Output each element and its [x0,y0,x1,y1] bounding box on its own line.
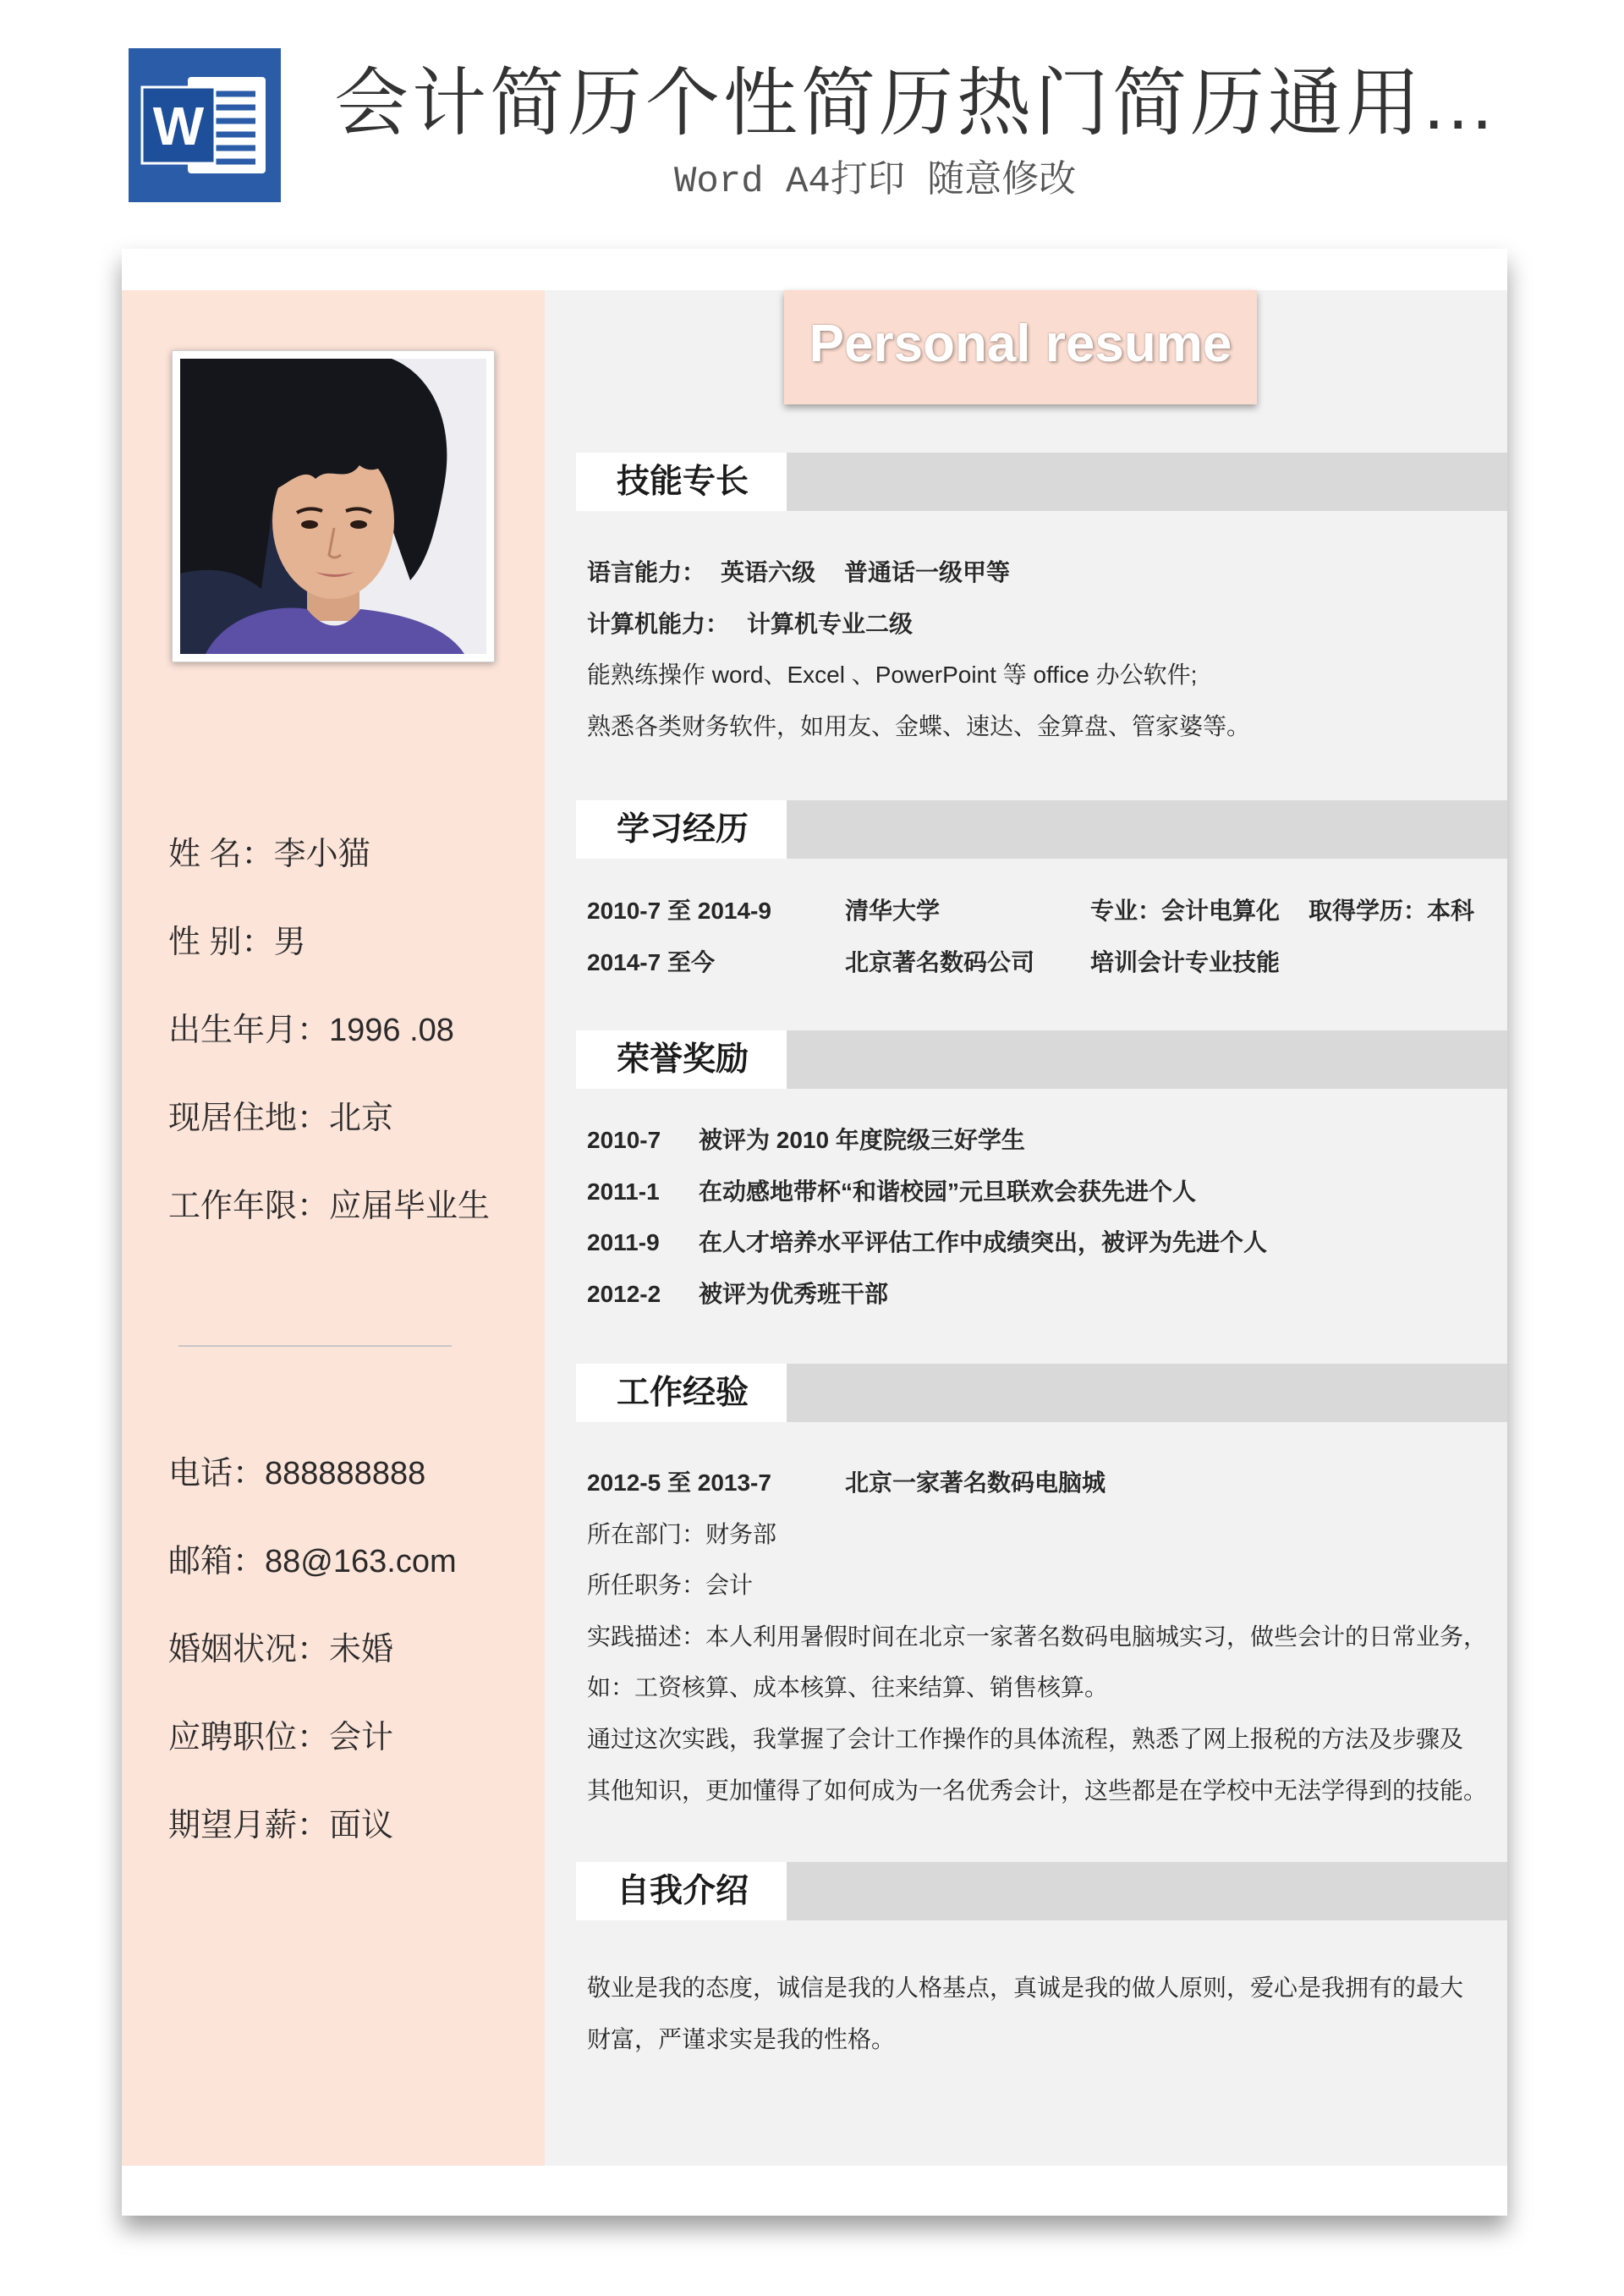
profile-label: 性 别： [168,925,274,960]
profile-label: 工作年限： [168,1189,330,1224]
work-company: 北京一家著名数码电脑城 [845,1469,1106,1496]
section-body-education [587,886,1501,988]
education-school: 北京著名数码公司 [845,948,1035,975]
contact-label: 应聘职位： [168,1720,330,1755]
work-description-line: 实践描述：本人利用暑假时间在北京一家著名数码电脑城实习，做些会计的日常业务， [587,1623,1488,1650]
section-header-skills [576,453,1507,511]
honor-text: 被评为优秀班干部 [699,1280,889,1307]
skill-computer-row [587,599,1501,651]
education-degree: 取得学历：本科 [1309,898,1475,924]
profile-value: 应届毕业生 [329,1189,491,1224]
contact-value: 未婚 [329,1632,394,1667]
section-title: 学习经历 [576,800,787,859]
contact-label: 电话： [168,1456,266,1491]
work-description-line: 如：工资核算、成本核算、往来结算、销售核算。 [587,1674,1109,1701]
profile-value: 李小猫 [273,837,370,872]
honor-date: 2010-7 [587,1127,661,1153]
profile-label: 现居住地： [168,1101,330,1136]
contact-value: 面议 [329,1808,394,1843]
section-title: 自我介绍 [576,1862,787,1920]
photo-frame [172,350,495,662]
section-title: 荣誉奖励 [576,1030,787,1089]
skill-value: 计算机专业二级 [747,610,914,637]
education-major: 培训会计专业技能 [1090,948,1281,975]
skill-label: 计算机能力： [587,610,730,637]
profile-value: 1996 .08 [329,1013,454,1048]
skill-label: 语言能力： [587,559,706,585]
contact-row-position [168,1694,457,1782]
section-body-honors [587,1115,1501,1320]
resume-banner: Personal resume [784,290,1257,404]
honor-date: 2011-9 [587,1229,660,1256]
resume-page [122,249,1507,2216]
contact-row-email [168,1518,457,1606]
contact-label: 期望月薪： [168,1808,330,1843]
section-bar [787,453,1507,511]
section-header-education [576,800,1507,859]
profile-photo [180,359,486,654]
contact-value: 会计 [329,1720,394,1755]
section-body-skills [587,547,1501,752]
profile-value: 男 [273,925,306,960]
section-header-work [576,1364,1507,1422]
profile-row-experience-years [168,1162,490,1250]
profile-label: 出生年月： [168,1013,330,1048]
skill-line: 能熟练操作 word、Excel 、PowerPoint 等 office 办公软件; [587,662,1198,689]
section-title: 技能专长 [576,453,787,511]
honor-date: 2012-2 [587,1280,661,1307]
education-major: 专业：会计电算化 [1090,898,1281,924]
contact-label: 婚姻状况： [168,1632,330,1667]
honor-item [587,1115,1501,1167]
section-bar [787,800,1507,859]
contact-row-salary [168,1782,457,1870]
section-bar [787,1862,1507,1920]
sidebar-divider [178,1345,452,1347]
work-period: 2012-5 至 2013-7 [587,1469,771,1496]
skill-line: 熟悉各类财务软件，如用友、金蝶、速达、金算盘、管家婆等。 [587,712,1251,739]
work-description-line: 通过这次实践，我掌握了会计工作操作的具体流程，熟悉了网上报税的方法及步骤及 [587,1725,1464,1752]
honor-item [587,1217,1501,1269]
profile-row-residence [168,1074,490,1162]
contact-row-marital [168,1606,457,1694]
contact-row-phone [168,1430,457,1518]
contact-value: 888888888 [265,1456,426,1491]
about-line: 财富，严谨求实是我的性格。 [587,2025,896,2052]
section-bar [787,1030,1507,1089]
honor-text: 在人才培养水平评估工作中成绩突出，被评为先进个人 [699,1229,1268,1256]
section-body-about [587,1963,1501,2065]
word-icon [129,48,281,202]
about-line: 敬业是我的态度，诚信是我的人格基点，真诚是我的做人原则，爱心是我拥有的最大 [587,1975,1464,2001]
education-school: 清华大学 [845,898,941,924]
contact-value: 88@163.com [265,1544,457,1579]
education-row [587,886,1501,937]
document-subtitle: Word A4打印 随意修改 [674,161,1077,203]
work-heading-row [587,1458,1501,1509]
section-header-honors [576,1030,1507,1089]
contact-info [168,1430,457,1870]
honor-item [587,1167,1501,1218]
profile-row-birth [168,986,490,1074]
skill-value: 英语六级 [721,559,816,585]
profile-row-gender [168,898,490,986]
work-description-line: 其他知识，更加懂得了如何成为一名优秀会计，这些都是在学校中无法学得到的技能。 [587,1777,1488,1804]
section-header-about [576,1862,1507,1920]
word-icon-letter: W [152,96,205,157]
profile-label: 姓 名： [168,837,274,872]
skill-language-row [587,547,1501,599]
work-position: 所任职务：会计 [587,1572,754,1599]
education-period: 2010-7 至 2014-9 [587,898,771,924]
honor-text: 在动感地带杯“和谐校园”元旦联欢会获先进个人 [699,1178,1197,1205]
contact-label: 邮箱： [168,1544,266,1579]
honor-date: 2011-1 [587,1178,660,1205]
education-period: 2014-7 至今 [587,948,715,975]
section-bar [787,1364,1507,1422]
document-title: 会计简历个性简历热门简历通用... [334,61,1496,145]
profile-row-name [168,810,490,898]
section-body-work [587,1458,1501,1816]
honor-text: 被评为 2010 年度院级三好学生 [699,1127,1025,1153]
profile-value: 北京 [329,1101,394,1136]
education-row [587,937,1501,989]
work-department: 所在部门：财务部 [587,1520,777,1547]
profile-info [168,810,490,1250]
section-title: 工作经验 [576,1364,787,1422]
honor-item [587,1269,1501,1321]
skill-value: 普通话一级甲等 [844,559,1011,585]
